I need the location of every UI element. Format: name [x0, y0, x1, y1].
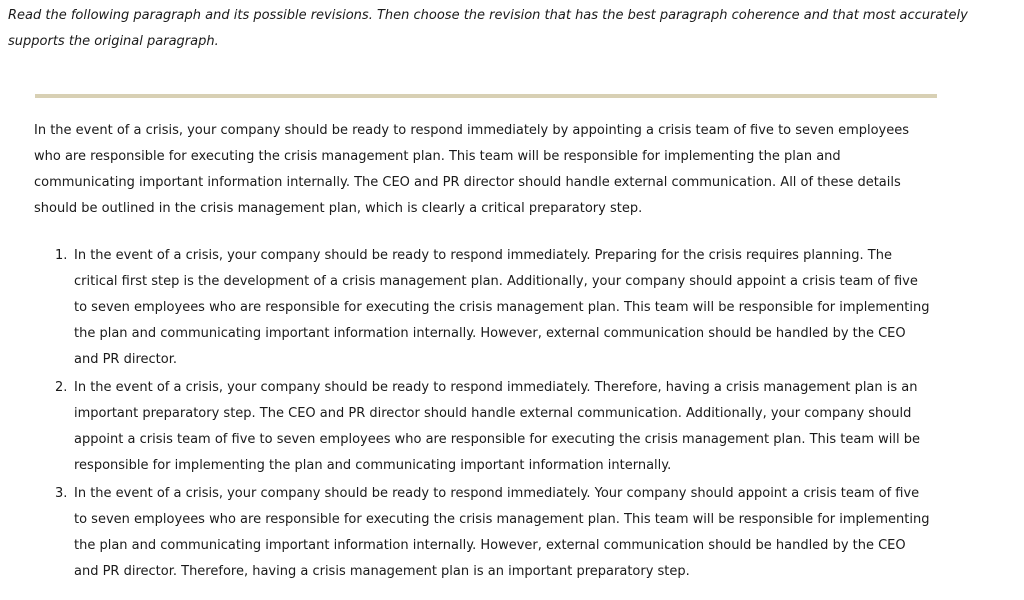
revision-choice-2[interactable]	[34, 375, 934, 479]
revision-choice-1[interactable]	[34, 243, 934, 373]
instructions-text: Read the following paragraph and its possible revisions. Then choose the revision that has the best paragraph coherence and that most accurately supports the original paragraph.	[8, 8, 968, 49]
choice-text: In the event of a crisis, your company should be ready to respond immediately. Therefore, having a crisis management plan is an important preparatory step. The CEO and PR director should handle external communication. Additionally, your company should appoint a crisis team of five to seven employees who are responsible for executing the crisis management plan. This team will be responsible for implementing the plan and communicating important information internally.	[74, 380, 920, 473]
choice-number: 3.	[55, 486, 68, 501]
divider	[35, 94, 937, 98]
choice-text: In the event of a crisis, your company should be ready to respond immediately. Preparing for the crisis requires planning. The critical first step is the development of a crisis management plan. Additionally, your company should appoint a crisis team of five to seven employees who are responsible for executing the crisis management plan. This team will be responsible for implementing the plan and communicating important information internally. However, external communication should be handled by the CEO and PR director.	[74, 248, 930, 367]
choice-number: 1.	[55, 248, 68, 263]
revision-choices-list	[34, 243, 934, 587]
original-paragraph: In the event of a crisis, your company should be ready to respond immediately by appointing a crisis team of five to seven employees who are responsible for executing the crisis management plan. This team will be responsible for implementing the plan and communicating important information internally. The CEO and PR director should handle external communication. All of these details should be outlined in the crisis management plan, which is clearly a critical preparatory step.	[34, 123, 910, 216]
revision-choice-3[interactable]	[34, 481, 934, 585]
choice-number: 2.	[55, 380, 68, 395]
choice-text: In the event of a crisis, your company should be ready to respond immediately. Your company should appoint a crisis team of five to seven employees who are responsible for executing the crisis management plan. This team will be responsible for implementing the plan and communicating important information internally. However, external communication should be handled by the CEO and PR director. Therefore, having a crisis management plan is an important preparatory step.	[74, 486, 930, 579]
